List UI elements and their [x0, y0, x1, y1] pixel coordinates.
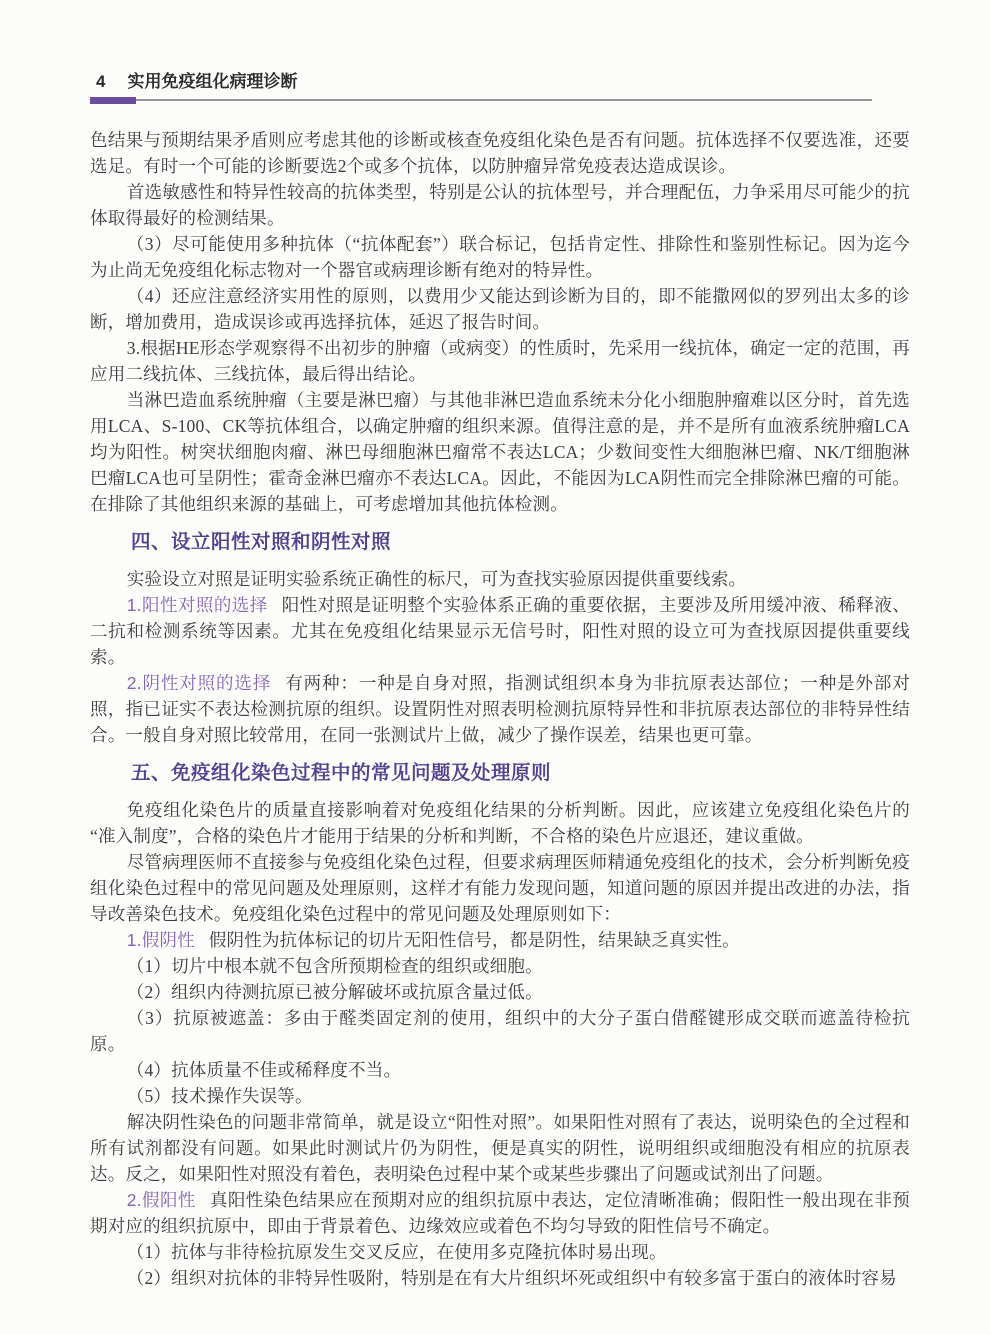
- numbered-subsection-paragraph: 1.假阴性 假阴性为抗体标记的切片无阳性信号，都是阴性，结果缺乏真实性。: [126, 930, 740, 950]
- page-number: 4: [96, 72, 106, 91]
- paragraph: 解决阴性染色的问题非常简单，就是设立“阳性对照”。如果阳性对照有了表达，说明染色的全过程和所有试剂都没有问题。如果此时测试片仍为阴性，便是真实的阴性，说明组织或细胞没有相应的抗原表达。反之，如果阳性对照没有着色，表明染色过程中某个或某些步骤出了问题或试剂出了问题。: [90, 1112, 910, 1184]
- paragraph: （3）尽可能使用多种抗体（“抗体配套”）联合标记，包括肯定性、排除性和鉴别性标记。因为迄今为止尚无免疫组化标志物对一个器官或病理诊断有绝对的特异性。: [90, 234, 910, 280]
- paragraph: 当淋巴造血系统肿瘤（主要是淋巴瘤）与其他非淋巴造血系统未分化小细胞肿瘤难以区分时，首先选用LCA、S-100、CK等抗体组合，以确定肿瘤的组织来源。值得注意的是，并不是所有血液系统肿瘤LCA均为阳性。树突状细胞肉瘤、淋巴母细胞淋巴瘤常不表达LCA；少数间变性大细胞淋巴瘤、NK/T细胞淋巴瘤LCA也可呈阴性；霍奇金淋巴瘤亦不表达LCA。因此，不能因为LCA阴性而完全排除淋巴瘤的可能。在排除了其他组织来源的基础上，可考虑增加其他抗体检测。: [90, 390, 910, 514]
- subsection-label: 2.阴性对照的选择: [126, 673, 272, 693]
- content-column: [90, 127, 910, 1291]
- running-head-rule: [90, 97, 910, 104]
- paragraph: （2）组织内待测抗原已被分解破坏或抗原含量过低。: [126, 982, 543, 1002]
- book-title: 实用免疫组化病理诊断: [127, 72, 298, 91]
- section-heading: 四、设立阳性对照和阴性对照: [130, 531, 391, 553]
- paragraph: （3）抗原被遮盖：多由于醛类固定剂的使用，组织中的大分子蛋白借醛键形成交联而遮盖待检抗原。: [90, 1008, 910, 1054]
- paragraph: （4）还应注意经济实用性的原则，以费用少又能达到诊断为目的，即不能撒网似的罗列出太多的诊断，增加费用，造成误诊或再选择抗体，延迟了报告时间。: [90, 286, 910, 332]
- numbered-subsection-paragraph: 2.阴性对照的选择 有两种：一种是自身对照，指测试组织本身为非抗原表达部位；一种是外部对照，指已证实不表达检测抗原的组织。设置阴性对照表明检测抗原特异性和非抗原表达部位的非特异性结合。一般自身对照比较常用，在同一张测试片上做，减少了操作误差，结果也更可靠。: [90, 673, 910, 745]
- paragraph: 免疫组化染色片的质量直接影响着对免疫组化结果的分析判断。因此，应该建立免疫组化染色片的“准入制度”，合格的染色片才能用于结果的分析和判断，不合格的染色片应退还，建议重做。: [90, 800, 910, 846]
- running-head-row: [90, 72, 910, 92]
- header-rule-accent-bar: [90, 97, 136, 104]
- paragraph: （5）技术操作失误等。: [126, 1086, 313, 1106]
- numbered-subsection-paragraph: 1.阳性对照的选择 阳性对照是证明整个实验体系正确的重要依据，主要涉及所用缓冲液、稀释液、二抗和检测系统等因素。尤其在免疫组化结果显示无信号时，阳性对照的设立可为查找原因提供重要线索。: [90, 595, 910, 667]
- paragraph: （1）切片中根本就不包含所预期检查的组织或细胞。: [126, 956, 543, 976]
- numbered-subsection-paragraph: 2.假阳性 真阳性染色结果应在预期对应的组织抗原中表达，定位清晰准确；假阳性一般出现在非预期对应的组织抗原中，即由于背景着色、边缘效应或着色不均匀导致的阳性信号不确定。: [90, 1190, 910, 1236]
- subsection-label: 1.阳性对照的选择: [126, 595, 268, 615]
- paragraph: 色结果与预期结果矛盾则应考虑其他的诊断或核查免疫组化染色是否有问题。抗体选择不仅要选准，还要选足。有时一个可能的诊断要选2个或多个抗体，以防肿瘤异常免疫表达造成误诊。: [90, 130, 910, 176]
- paragraph: 尽管病理医师不直接参与免疫组化染色过程，但要求病理医师精通免疫组化的技术，会分析判断免疫组化染色过程中的常见问题及处理原则，这样才有能力发现问题，知道问题的原因并提出改进的办法，指导改善染色技术。免疫组化染色过程中的常见问题及处理原则如下：: [90, 852, 910, 924]
- paragraph: （1）抗体与非待检抗原发生交叉反应，在使用多克隆抗体时易出现。: [126, 1242, 667, 1262]
- paragraph: 实验设立对照是证明实验系统正确性的标尺，可为查找实验原因提供重要线索。: [126, 569, 747, 589]
- paragraph: （4）抗体质量不佳或稀释度不当。: [126, 1060, 402, 1080]
- header-rule-line: [90, 99, 872, 101]
- paragraph: 3.根据HE形态学观察得不出初步的肿瘤（或病变）的性质时，先采用一线抗体，确定一定的范围，再应用二线抗体、三线抗体，最后得出结论。: [90, 338, 910, 384]
- subsection-label: 2.假阳性: [126, 1190, 196, 1210]
- running-head: [90, 72, 910, 104]
- section-heading: 五、免疫组化染色过程中的常见问题及处理原则: [130, 762, 551, 784]
- paragraph: （2）组织对抗体的非特异性吸附，特别是在有大片组织坏死或组织中有较多富于蛋白的液体时容易: [126, 1268, 897, 1288]
- paragraph: 首选敏感性和特异性较高的抗体类型，特别是公认的抗体型号，并合理配伍，力争采用尽可能少的抗体取得最好的检测结果。: [90, 182, 910, 228]
- subsection-label: 1.假阴性: [126, 930, 195, 950]
